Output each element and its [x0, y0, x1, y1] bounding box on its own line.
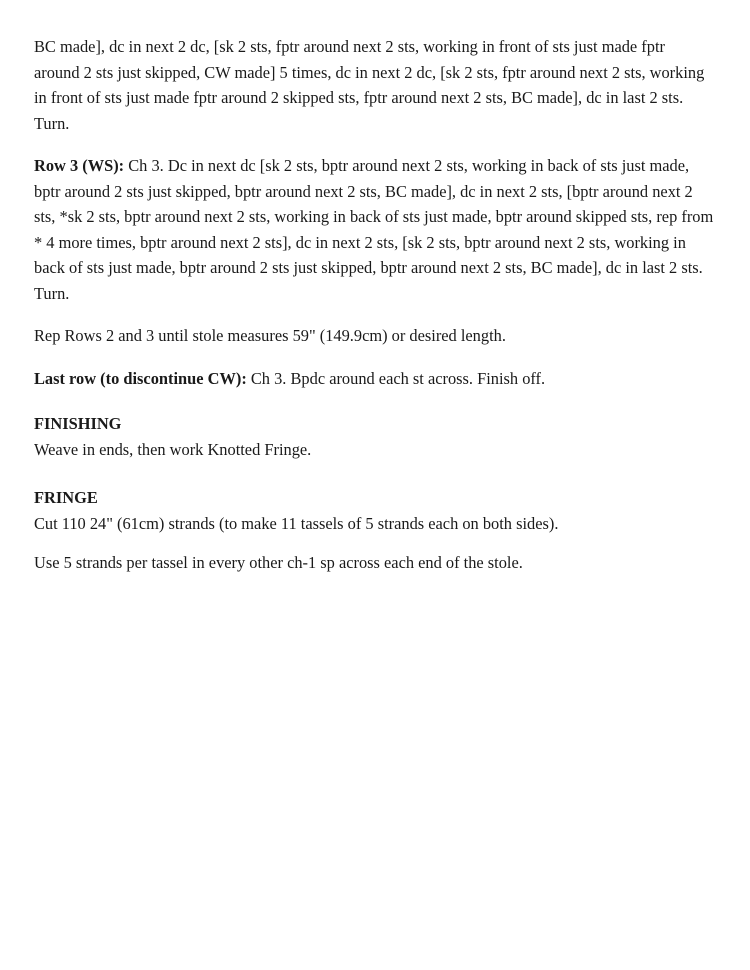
row-3-paragraph [34, 153, 714, 306]
repeat-paragraph: Rep Rows 2 and 3 until stole measures 59" (149.9cm) or desired length. [34, 326, 506, 345]
row-3-label: Row 3 (WS): [34, 156, 125, 175]
fringe-note: Use 5 strands per tassel in every other ch-1 sp across each end of the stole. [34, 553, 523, 572]
last-row-paragraph [34, 366, 714, 392]
row-3-text: Ch 3. Dc in next dc [sk 2 sts, bptr around next 2 sts, working in back of sts just made, bptr around 2 sts just skipped, bptr around next 2 sts, BC made], dc in next 2 sts, [bptr around next 2 sts, *sk 2 sts, bptr around next 2 sts, working in back of sts just made, bptr around skipped sts, rep from * 4 more times, bptr around next 2 sts], dc in next 2 sts, [sk 2 sts, bptr around next 2 sts, working in back of sts just made, bptr around 2 sts just skipped, bptr around next 2 sts, BC made], dc in last 2 sts. Turn. [34, 156, 714, 303]
document-body [34, 34, 714, 593]
continuation-paragraph: BC made], dc in next 2 dc, [sk 2 sts, fptr around next 2 sts, working in front of sts just made fptr around 2 sts just skipped, CW made] 5 times, dc in next 2 dc, [sk 2 sts, fptr around next 2 sts, working in front of sts just made fptr around 2 skipped sts, fptr around next 2 sts, BC made], dc in last 2 sts. Turn. [34, 37, 705, 133]
last-row-label: Last row (to discontinue CW): [34, 368, 247, 388]
fringe-heading: FRINGE [34, 488, 98, 507]
finishing-text: Weave in ends, then work Knotted Fringe. [34, 439, 312, 459]
finishing-heading: FINISHING [34, 414, 122, 433]
fringe-section [34, 485, 714, 536]
finishing-section [34, 411, 714, 462]
last-row-text: Ch 3. Bpdc around each st across. Finish off. [246, 368, 546, 388]
fringe-text: Cut 110 24" (61cm) strands (to make 11 tassels of 5 strands each on both sides). [34, 513, 559, 533]
